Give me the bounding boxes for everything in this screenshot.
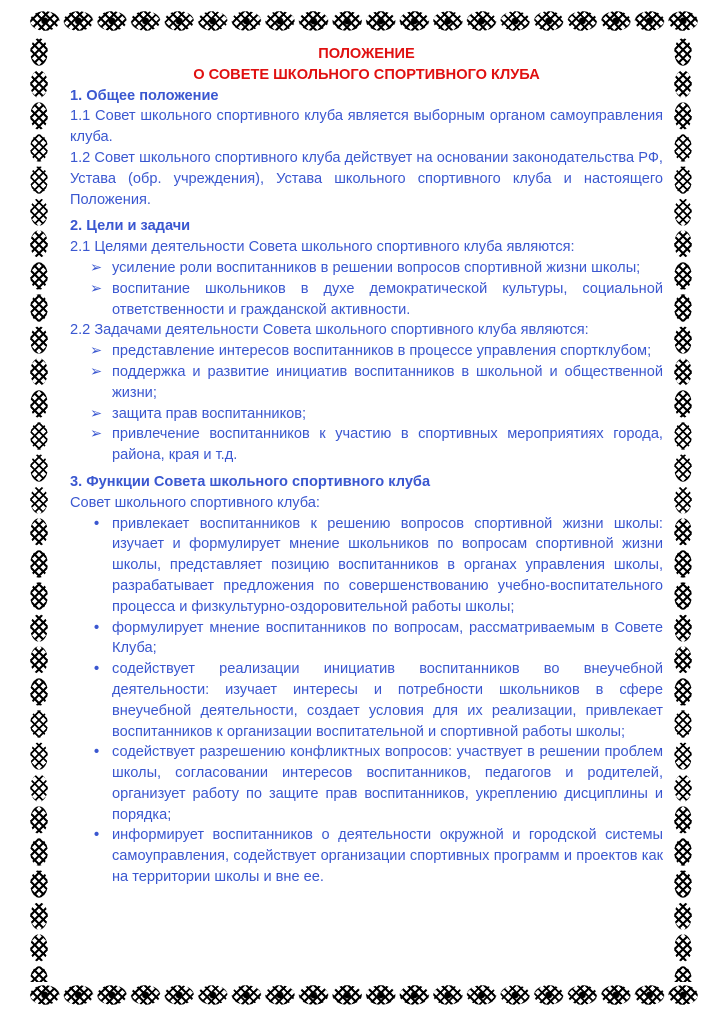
ornament-border-top — [28, 10, 700, 32]
arrow-bullet-icon: ➢ — [90, 363, 103, 380]
list-item-text: представление интересов воспитанников в процессе управления спортклубом; — [112, 343, 652, 360]
ornament-border-bottom — [28, 984, 700, 1006]
arrow-bullet-icon: ➢ — [90, 259, 103, 276]
ornament-border-left — [28, 36, 50, 982]
list-item — [70, 514, 663, 618]
dot-bullet-icon: • — [94, 619, 100, 636]
tasks-list — [70, 341, 663, 466]
goals-list — [70, 258, 663, 320]
arrow-bullet-icon: ➢ — [90, 426, 103, 443]
list-item-text: содействует разрешению конфликтных вопросов: участвует в решении проблем школы, согласовании интересов воспитанников, педагогов и родителей, организует работу по защите прав воспитанников, укреплению дисциплины и порядка; — [112, 744, 663, 823]
dot-bullet-icon: • — [94, 827, 100, 844]
list-item — [70, 362, 663, 404]
list-item-text: содействует реализации инициатив воспитанников во внеучебной деятельности: изучает интересы и потребности школьников в сфере внеучебной деятельности, создает условия для их реализации, привлекает воспитанников к организации воспитательной и спортивной работы школы; — [112, 661, 663, 740]
list-item — [70, 341, 663, 362]
list-item-text: поддержка и развитие инициатив воспитанников в школьной и общественной жизни; — [112, 363, 663, 401]
dot-bullet-icon: • — [94, 515, 100, 532]
paragraph-2-2: 2.2 Задачами деятельности Совета школьного спортивного клуба являются: — [70, 322, 589, 339]
list-item — [70, 404, 663, 425]
doc-title-line2: О СОВЕТЕ ШКОЛЬНОГО СПОРТИВНОГО КЛУБА — [193, 66, 540, 83]
paragraph-2-1: 2.1 Целями деятельности Совета школьного спортивного клуба являются: — [70, 239, 575, 256]
list-item-text: воспитание школьников в духе демократической культуры, социальной ответственности и гражданской активности. — [112, 280, 663, 318]
list-item-text: привлекает воспитанников к решению вопросов спортивной жизни школы: изучает и формулирует мнение школьников по вопросам спортивной жизни школы, представляет позицию воспитанников в органах управления школы, разрабатывает предложения по совершенствованию учебно-воспитательного процесса и физкультурно-оздоровительной работы школы; — [112, 515, 663, 615]
paragraph-1-1: 1.1 Совет школьного спортивного клуба является выборным органом самоуправления клуба. — [70, 108, 663, 146]
list-item — [70, 825, 663, 887]
list-item — [70, 742, 663, 825]
list-item — [70, 279, 663, 321]
functions-list — [70, 514, 663, 888]
list-item — [70, 258, 663, 279]
document-body — [70, 44, 663, 888]
list-item-text: информирует воспитанников о деятельности окружной и городской системы самоуправления, содействует организации спортивных программ и проектов как на территории школы и вне ее. — [112, 827, 663, 886]
list-item — [70, 424, 663, 466]
list-item — [70, 618, 663, 660]
dot-bullet-icon: • — [94, 661, 100, 678]
arrow-bullet-icon: ➢ — [90, 405, 103, 422]
list-item-text: усиление роли воспитанников в решении вопросов спортивной жизни школы; — [112, 259, 641, 276]
list-item — [70, 659, 663, 742]
arrow-bullet-icon: ➢ — [90, 343, 103, 360]
paragraph-3-intro: Совет школьного спортивного клуба: — [70, 494, 320, 511]
doc-title-line1: ПОЛОЖЕНИЕ — [318, 46, 415, 62]
list-item-text: защита прав воспитанников; — [112, 405, 307, 422]
section-2-heading: 2. Цели и задачи — [70, 218, 191, 235]
section-1-heading: 1. Общее положение — [70, 87, 219, 104]
list-item-text: формулирует мнение воспитанников по вопросам, рассматриваемым в Совете Клуба; — [112, 619, 663, 657]
dot-bullet-icon: • — [94, 744, 100, 761]
list-item-text: привлечение воспитанников к участию в спортивных мероприятиях города, района, края и т.д. — [112, 426, 663, 464]
arrow-bullet-icon: ➢ — [90, 280, 103, 297]
ornament-border-right — [672, 36, 694, 982]
paragraph-1-2: 1.2 Совет школьного спортивного клуба действует на основании законодательства РФ, Устава (обр. учреждения), Устава школьного спортивного клуба и настоящего Положения. — [70, 149, 663, 208]
section-3-heading: 3. Функции Совета школьного спортивного клуба — [70, 473, 431, 490]
